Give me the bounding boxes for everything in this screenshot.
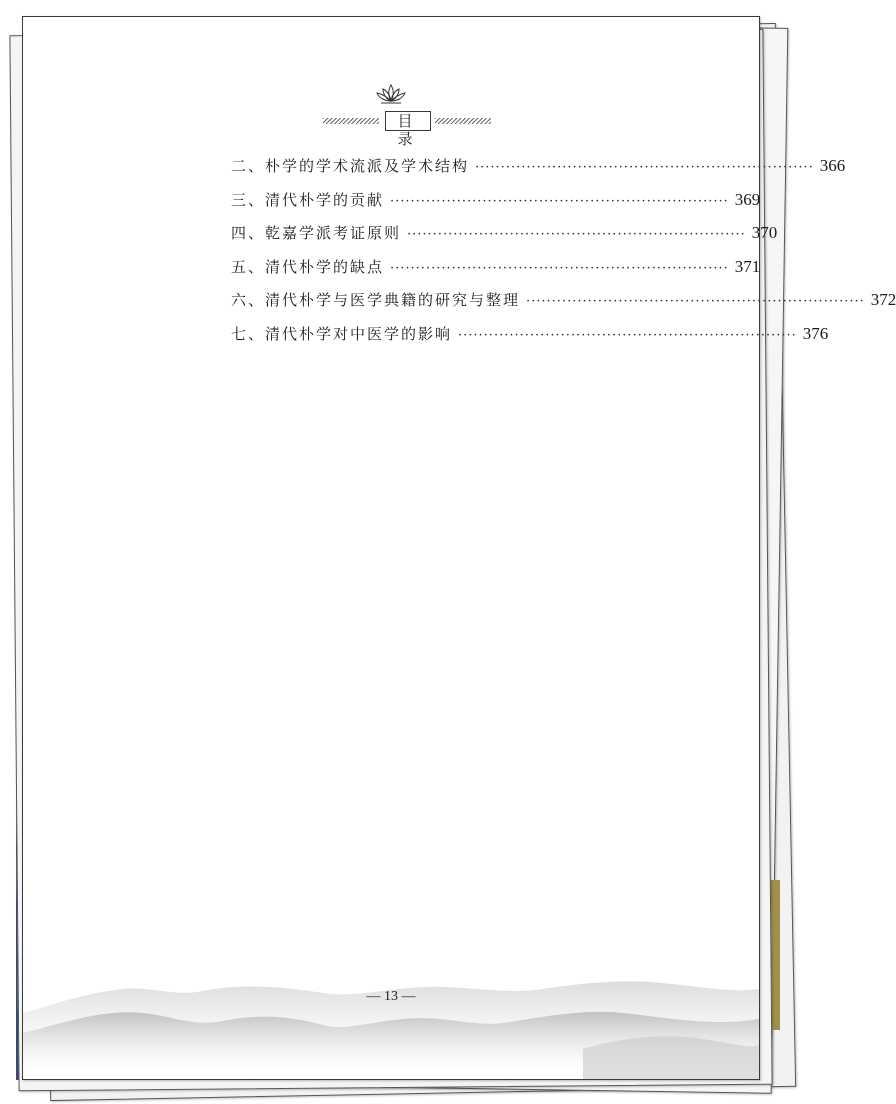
toc-leader: ·································································· <box>390 193 729 209</box>
toc-header <box>23 77 759 148</box>
toc-entry-page: 376 <box>802 323 829 343</box>
toc-entry[interactable] <box>231 155 846 189</box>
toc-entry-label: 二、朴学的学术流派及学术结构 <box>231 157 470 175</box>
toc-entry-label: 五、清代朴学的缺点 <box>231 257 385 276</box>
page-sheet <box>22 16 896 1080</box>
toc-entry-label: 三、清代朴学的贡献 <box>231 190 385 209</box>
toc-leader: ·································································· <box>390 260 729 276</box>
toc-entry[interactable] <box>231 323 829 357</box>
toc-entry[interactable] <box>231 189 761 223</box>
toc-leader: ·································································· <box>475 160 814 175</box>
toc-leader: ·································································· <box>407 227 746 243</box>
toc-entry-page: 370 <box>751 223 778 243</box>
toc-entry-label: 七、清代朴学对中医学的影响 <box>231 324 453 343</box>
toc-entry[interactable] <box>231 256 761 290</box>
toc-entry[interactable] <box>231 289 896 323</box>
title-row <box>323 111 491 148</box>
toc-entry-label: 四、乾嘉学派考证原则 <box>231 224 402 243</box>
title-ornament-left <box>323 118 379 124</box>
title-ornament-right <box>435 118 491 124</box>
mountain-ink-decoration <box>23 953 759 1079</box>
toc-leader: ·································································· <box>458 327 797 343</box>
toc-entry-page: 369 <box>734 189 761 209</box>
lotus-icon <box>375 83 407 105</box>
toc-entry-label: 六、清代朴学与医学典籍的研究与整理 <box>231 291 521 310</box>
page-number: — 13 — <box>366 989 416 1004</box>
toc-entry-page: 371 <box>734 256 761 276</box>
toc-leader: ·································································· <box>526 294 865 310</box>
toc-entry-page: 372 <box>870 290 896 310</box>
page-title: 目 录 <box>385 111 431 131</box>
toc-list <box>231 155 896 357</box>
toc-entry[interactable] <box>231 222 778 256</box>
toc-entry-page: 366 <box>819 156 846 175</box>
